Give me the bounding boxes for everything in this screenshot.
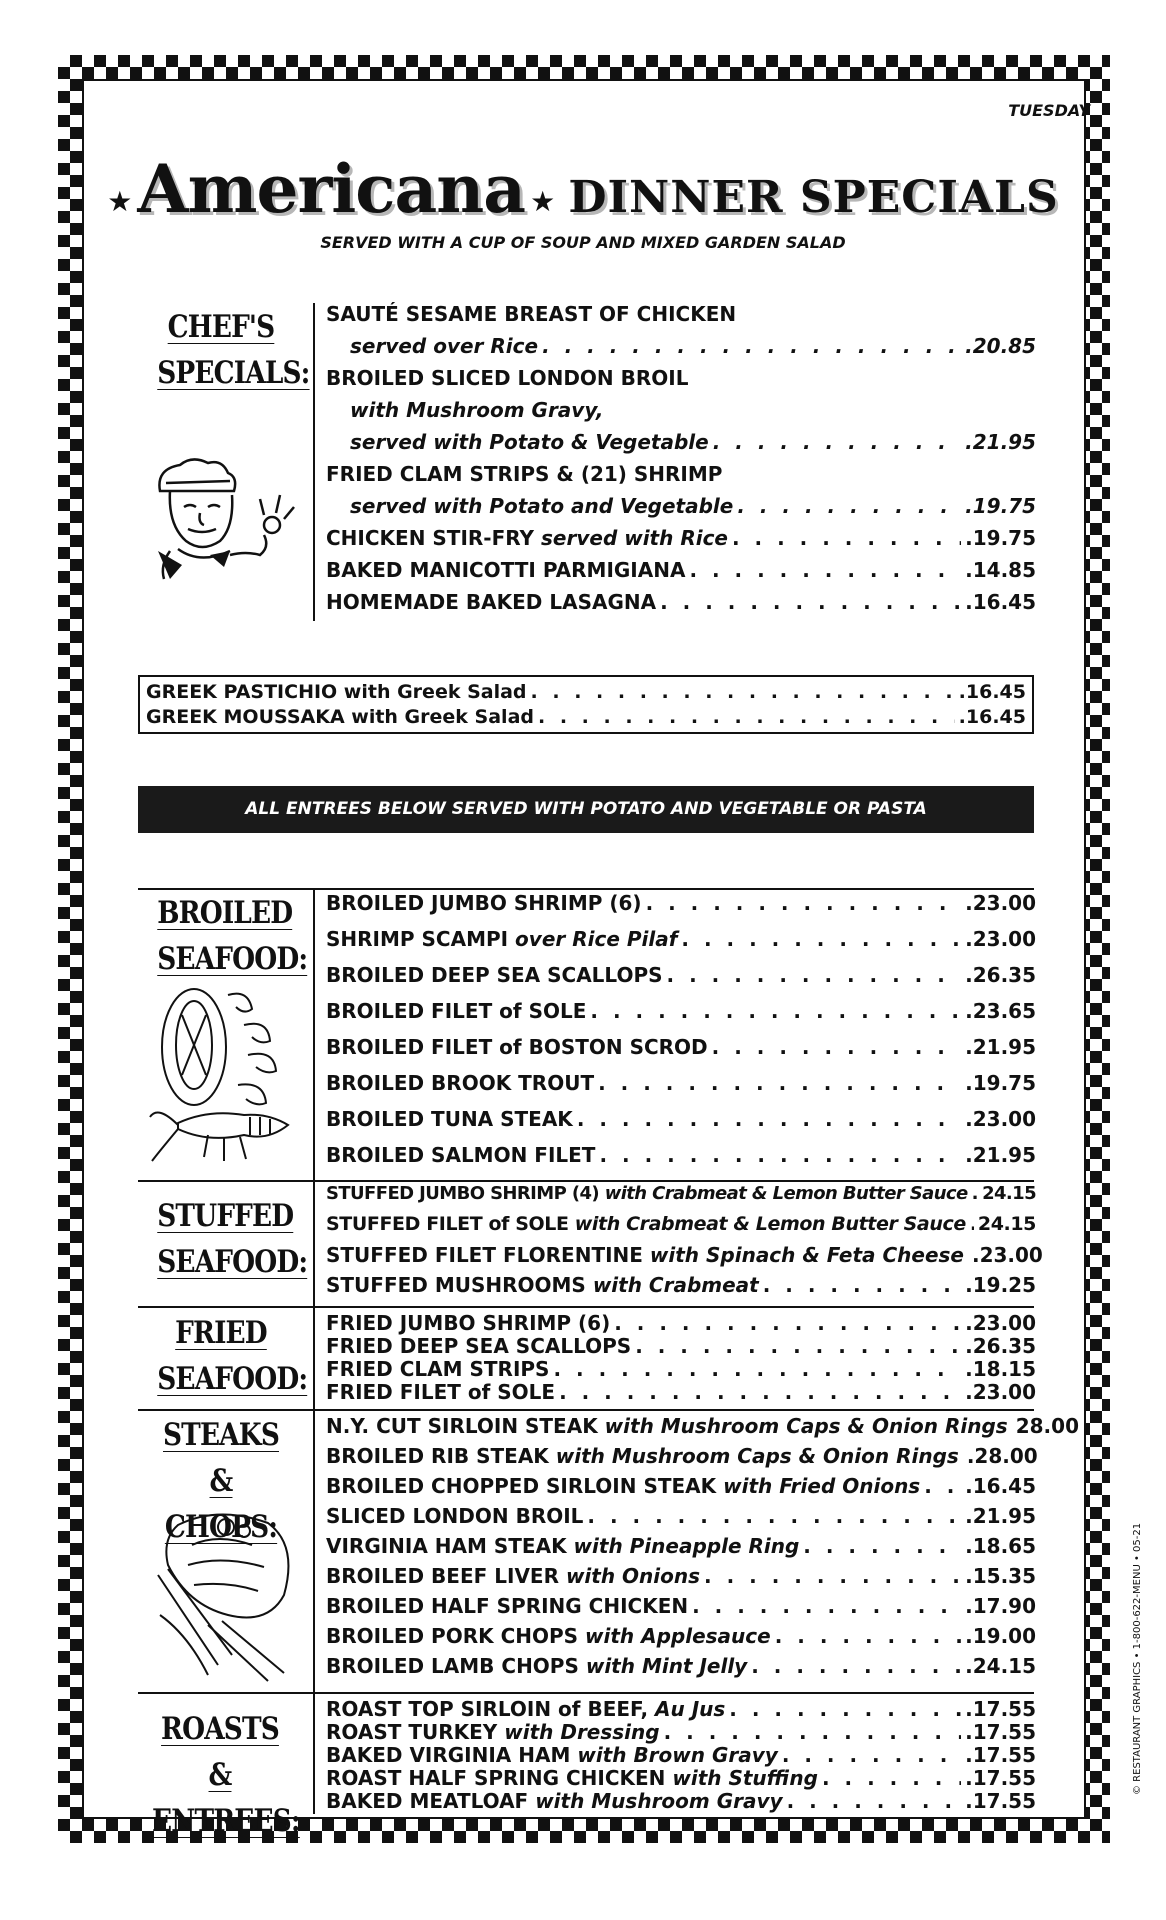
- item-description: with Crabmeat: [592, 1273, 759, 1297]
- menu-item: [146, 680, 1026, 705]
- item-price: .23.65: [965, 999, 1036, 1023]
- item-price: .16.45: [958, 681, 1026, 703]
- leader-dots: [553, 1357, 961, 1381]
- item-description: served with Rice: [541, 526, 728, 550]
- leader-dots: [681, 927, 961, 951]
- copyright-notice: © RESTAURANT GRAPHICS • 1-800-622-MENU • 05-21: [1132, 1522, 1143, 1795]
- item-description: over Rice Pilaf: [515, 927, 678, 951]
- item-price: .26.35: [965, 963, 1036, 987]
- section-title-line: BROILED: [157, 895, 293, 931]
- item-price: .19.00: [965, 1624, 1036, 1648]
- item-price: .21.95: [965, 1035, 1036, 1059]
- section-title-roasts-entrees: [152, 1706, 300, 1844]
- item-description: with Onions: [565, 1564, 701, 1588]
- leader-dots: [587, 1504, 961, 1528]
- divider: [313, 303, 315, 621]
- section-title-line: FRIED: [175, 1315, 267, 1351]
- item-name: BROILED SALMON FILET: [326, 1143, 596, 1167]
- leader-dots: [660, 590, 961, 614]
- menu-item: [326, 334, 1036, 366]
- title-dinner-specials: DINNER SPECIALS: [568, 172, 1059, 223]
- item-name: SAUTÉ SESAME BREAST OF CHICKEN: [326, 302, 737, 326]
- item-name: ROAST TURKEY: [326, 1720, 498, 1744]
- menu-item: [326, 1357, 1036, 1380]
- menu-item: [326, 430, 1036, 462]
- item-description: with Brown Gravy: [577, 1743, 778, 1767]
- item-description: with Mushroom Caps & Onion Rings: [555, 1444, 959, 1468]
- menu-item: [326, 398, 1036, 430]
- stuffed-seafood-list: [326, 1183, 1043, 1303]
- item-description: with Stuffing: [672, 1766, 818, 1790]
- item-price: .19.75: [965, 526, 1036, 550]
- menu-item: [326, 1743, 1036, 1766]
- item-price: 24.15: [982, 1183, 1036, 1204]
- leader-dots: [712, 1035, 961, 1059]
- item-description: with Mushroom Gravy: [535, 1789, 783, 1813]
- section-title-line: & CHOPS:: [164, 1463, 278, 1545]
- item-name: BROILED PORK CHOPS: [326, 1624, 579, 1648]
- item-description: with Crabmeat & Lemon Butter Sauce: [604, 1183, 968, 1204]
- item-price: 28.00: [1015, 1414, 1079, 1438]
- leader-dots: [692, 1594, 961, 1618]
- menu-item: [326, 1107, 1036, 1143]
- leader-dots: [542, 334, 961, 358]
- item-description: with Dressing: [504, 1720, 660, 1744]
- item-name: BROILED CHOPPED SIRLOIN STEAK: [326, 1474, 717, 1498]
- leader-dots: [646, 891, 962, 915]
- item-name: FRIED CLAM STRIPS: [326, 1357, 550, 1381]
- menu-item: [326, 1071, 1036, 1107]
- item-price: .21.95: [965, 1143, 1036, 1167]
- item-name: BROILED RIB STEAK: [326, 1444, 549, 1468]
- menu-item: [326, 999, 1036, 1035]
- menu-item: [326, 1183, 1036, 1213]
- item-name: SLICED LONDON BROIL: [326, 1504, 584, 1528]
- item-price: .14.85: [965, 558, 1036, 582]
- section-title-broiled-seafood: [157, 890, 308, 982]
- item-description: with Pineapple Ring: [573, 1534, 800, 1558]
- star-icon: ★: [107, 185, 133, 218]
- roasts-entrees-list: [326, 1697, 1036, 1812]
- section-title-line: SPECIALS:: [157, 355, 310, 391]
- item-name: FRIED FILET of SOLE: [326, 1380, 556, 1404]
- menu-item: [326, 1534, 1036, 1564]
- item-price: .17.55: [965, 1743, 1036, 1767]
- item-name: SHRIMP SCAMPI: [326, 927, 509, 951]
- item-price: .16.45: [965, 1474, 1036, 1498]
- leader-dots: [635, 1334, 961, 1358]
- item-price: .21.95: [965, 430, 1036, 454]
- item-name: with Mushroom Gravy,: [350, 398, 604, 422]
- item-name: BROILED SLICED LONDON BROIL: [326, 366, 689, 390]
- item-price: .19.75: [965, 1071, 1036, 1095]
- leader-dots: [614, 1311, 961, 1335]
- leader-dots: [577, 1107, 961, 1131]
- section-title-line: SEAFOOD:: [157, 1361, 308, 1397]
- item-name: BROILED DEEP SEA SCALLOPS: [326, 963, 663, 987]
- greek-specials-box: [138, 675, 1034, 734]
- menu-item: [326, 1311, 1036, 1334]
- item-price: .19.25: [965, 1273, 1036, 1297]
- item-name: BROILED TUNA STEAK: [326, 1107, 573, 1131]
- leader-dots: [598, 1071, 961, 1095]
- section-title-line: & ENTREES:: [152, 1757, 300, 1839]
- divider: [313, 888, 315, 1814]
- menu-item: [326, 526, 1036, 558]
- item-name: BROILED LAMB CHOPS: [326, 1654, 579, 1678]
- menu-item: [326, 1504, 1036, 1534]
- title-americana: Americana: [137, 150, 526, 228]
- entrees-banner: ALL ENTREES BELOW SERVED WITH POTATO AND VEGETABLE OR PASTA: [138, 786, 1034, 833]
- leader-dots: [667, 963, 962, 987]
- item-name: BROILED FILET of BOSTON SCROD: [326, 1035, 708, 1059]
- item-description: with Crabmeat & Lemon Butter Sauce: [574, 1213, 966, 1235]
- item-price: .28.00: [966, 1444, 1038, 1468]
- item-name: FRIED DEEP SEA SCALLOPS: [326, 1334, 632, 1358]
- menu-item: [326, 462, 1036, 494]
- leader-dots: [531, 680, 955, 705]
- section-title-line: STUFFED: [157, 1198, 294, 1234]
- leader-dots: [787, 1789, 962, 1813]
- leader-dots: [664, 1720, 962, 1744]
- item-name: BAKED VIRGINIA HAM: [326, 1743, 571, 1767]
- menu-item: [326, 1143, 1036, 1179]
- item-name: BAKED MEATLOAF: [326, 1789, 529, 1813]
- item-price: .17.55: [965, 1697, 1036, 1721]
- menu-item: [326, 1380, 1036, 1403]
- leader-dots: [782, 1743, 961, 1767]
- item-price: .16.45: [958, 706, 1026, 728]
- item-name: served over Rice: [350, 334, 539, 358]
- item-price: .21.95: [965, 1504, 1036, 1528]
- menu-item: [326, 1789, 1036, 1812]
- menu-item: [326, 891, 1036, 927]
- leader-dots: [559, 1380, 961, 1404]
- item-price: .20.85: [965, 334, 1036, 358]
- item-name: CHICKEN STIR-FRY: [326, 526, 535, 550]
- leader-dots: [713, 430, 961, 454]
- section-title-stuffed-seafood: [157, 1193, 308, 1285]
- leader-dots: [689, 558, 961, 582]
- item-price: .17.90: [965, 1594, 1036, 1618]
- section-title-line: SEAFOOD:: [157, 1244, 308, 1280]
- item-description: with Fried Onions: [723, 1474, 921, 1498]
- item-price: .16.45: [965, 590, 1036, 614]
- item-name: ROAST TOP SIRLOIN of BEEF,: [326, 1697, 649, 1721]
- item-name: served with Potato and Vegetable: [350, 494, 734, 518]
- menu-item: [326, 1564, 1036, 1594]
- seafood-illustration: [148, 985, 298, 1170]
- item-description: with Mushroom Caps & Onion Rings: [604, 1414, 1008, 1438]
- item-price: .23.00: [965, 927, 1036, 951]
- item-name: BROILED FILET of SOLE: [326, 999, 587, 1023]
- item-name: BROILED HALF SPRING CHICKEN: [326, 1594, 689, 1618]
- fried-seafood-list: [326, 1311, 1036, 1403]
- leader-dots: [751, 1654, 961, 1678]
- leader-dots: [924, 1474, 961, 1498]
- chef-illustration: [150, 455, 302, 581]
- item-price: .17.55: [965, 1789, 1036, 1813]
- leader-dots: [972, 1183, 978, 1204]
- item-description: with Applesauce: [585, 1624, 771, 1648]
- section-title-line: ROASTS: [161, 1711, 279, 1747]
- menu-item: [326, 1334, 1036, 1357]
- item-price: 24.15: [977, 1213, 1036, 1235]
- section-title-line: SEAFOOD:: [157, 941, 308, 977]
- section-title-line: CHEF'S: [167, 309, 275, 345]
- menu-item: [326, 1594, 1036, 1624]
- item-price: .26.35: [965, 1334, 1036, 1358]
- menu-item: [326, 494, 1036, 526]
- broiled-seafood-list: [326, 891, 1036, 1179]
- item-name: STUFFED JUMBO SHRIMP (4): [326, 1183, 600, 1204]
- item-name: STUFFED FILET FLORENTINE: [326, 1243, 643, 1267]
- item-description: Au Jus: [655, 1697, 726, 1721]
- menu-item: [326, 558, 1036, 590]
- item-name: HOMEMADE BAKED LASAGNA: [326, 590, 657, 614]
- item-name: FRIED JUMBO SHRIMP (6): [326, 1311, 611, 1335]
- leader-dots: [732, 526, 961, 550]
- section-title-chefs-specials: [157, 304, 310, 396]
- menu-item: [326, 1624, 1036, 1654]
- item-name: N.Y. CUT SIRLOIN STEAK: [326, 1414, 598, 1438]
- item-name: VIRGINIA HAM STEAK: [326, 1534, 567, 1558]
- leader-dots: [737, 494, 961, 518]
- item-name: GREEK MOUSSAKA with Greek Salad: [146, 706, 534, 728]
- menu-item: [326, 1766, 1036, 1789]
- item-price: .23.00: [965, 1311, 1036, 1335]
- steaks-chops-list: [326, 1414, 1079, 1684]
- item-price: .23.00: [971, 1243, 1043, 1267]
- item-price: .24.15: [965, 1654, 1036, 1678]
- item-name: FRIED CLAM STRIPS & (21) SHRIMP: [326, 462, 723, 486]
- star-icon: ★: [530, 185, 556, 218]
- menu-item: [326, 927, 1036, 963]
- item-name: GREEK PASTICHIO with Greek Salad: [146, 681, 527, 703]
- item-price: .17.55: [965, 1766, 1036, 1790]
- menu-item: [326, 1414, 1079, 1444]
- item-price: .23.00: [965, 891, 1036, 915]
- leader-dots: [822, 1766, 961, 1790]
- chefs-specials-list: [326, 302, 1036, 622]
- menu-item: [326, 1474, 1036, 1504]
- item-name: STUFFED MUSHROOMS: [326, 1273, 586, 1297]
- item-price: .15.35: [965, 1564, 1036, 1588]
- menu-item: [326, 1243, 1043, 1273]
- section-title-line: STEAKS: [163, 1417, 279, 1453]
- section-title-fried-seafood: [157, 1310, 308, 1402]
- menu-item: [326, 1273, 1036, 1303]
- item-price: .19.75: [965, 494, 1036, 518]
- leader-dots: [763, 1273, 961, 1297]
- menu-item: [326, 1697, 1036, 1720]
- leader-dots: [803, 1534, 961, 1558]
- item-price: .18.65: [965, 1534, 1036, 1558]
- menu-item: [326, 1654, 1036, 1684]
- item-name: BROILED BROOK TROUT: [326, 1071, 595, 1095]
- section-divider: [138, 1409, 1034, 1411]
- leader-dots: [970, 1213, 974, 1235]
- item-name: ROAST HALF SPRING CHICKEN: [326, 1766, 666, 1790]
- section-divider: [138, 1180, 1034, 1182]
- menu-item: [326, 1035, 1036, 1071]
- menu-item: [326, 1213, 1036, 1243]
- menu-item: [326, 366, 1036, 398]
- item-name: STUFFED FILET of SOLE: [326, 1213, 569, 1235]
- leader-dots: [729, 1697, 961, 1721]
- leader-dots: [538, 705, 955, 730]
- menu-item: [326, 1444, 1036, 1474]
- menu-item: [326, 590, 1036, 622]
- item-description: with Spinach & Feta Cheese: [649, 1243, 964, 1267]
- served-with-note: SERVED WITH A CUP OF SOUP AND MIXED GARDEN SALAD: [320, 233, 846, 252]
- item-price: .18.15: [965, 1357, 1036, 1381]
- section-divider: [138, 1692, 1034, 1694]
- menu-item: [326, 1720, 1036, 1743]
- item-price: .23.00: [965, 1107, 1036, 1131]
- leader-dots: [590, 999, 961, 1023]
- item-name: served with Potato & Vegetable: [350, 430, 709, 454]
- item-price: .17.55: [965, 1720, 1036, 1744]
- menu-item: [326, 302, 1036, 334]
- item-name: BAKED MANICOTTI PARMIGIANA: [326, 558, 686, 582]
- item-name: BROILED BEEF LIVER: [326, 1564, 559, 1588]
- menu-item: [326, 963, 1036, 999]
- section-divider: [138, 1306, 1034, 1308]
- leader-dots: [704, 1564, 961, 1588]
- menu-title: [0, 150, 1166, 228]
- leader-dots: [775, 1624, 961, 1648]
- item-description: with Mint Jelly: [585, 1654, 748, 1678]
- item-name: BROILED JUMBO SHRIMP (6): [326, 891, 642, 915]
- leader-dots: [599, 1143, 961, 1167]
- day-label: TUESDAY: [1008, 101, 1090, 120]
- menu-item: [146, 705, 1026, 730]
- item-price: .23.00: [965, 1380, 1036, 1404]
- steak-illustration: [148, 1505, 300, 1685]
